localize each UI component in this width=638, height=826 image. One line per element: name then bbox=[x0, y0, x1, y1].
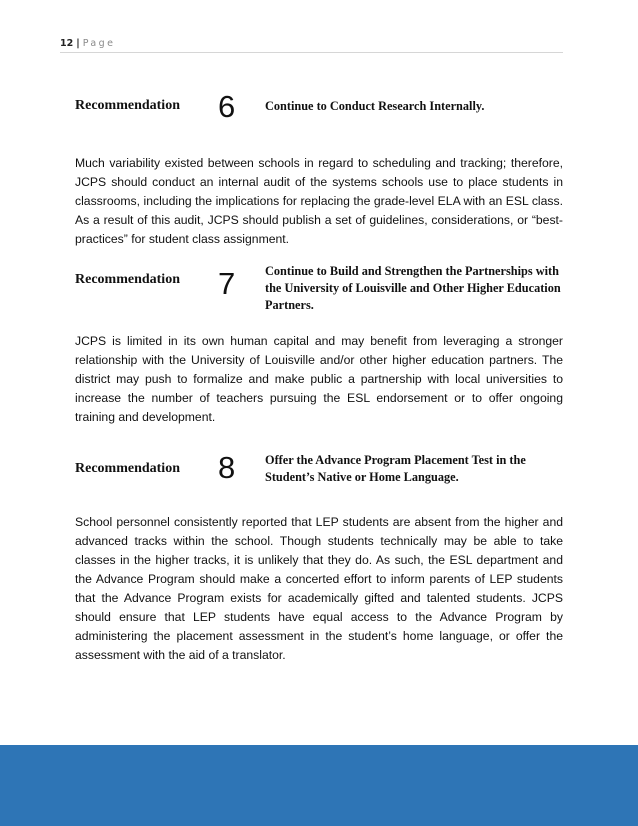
recommendation-label: Recommendation bbox=[75, 272, 180, 287]
footer-bar bbox=[0, 745, 638, 826]
recommendation-body: Much variability existed between schools in regard to scheduling and tracking; therefore, JCPS should conduct an internal audit of the systems schools use to place students in classrooms, including the implications for replacing the grade-level ELA with an ESL class. As a result of this audit, JCPS should publish a set of guidelines, considerations, or “best-practices” for student class assignment. bbox=[75, 156, 563, 246]
recommendation-title: Offer the Advance Program Placement Test in the Student’s Native or Home Language. bbox=[265, 453, 526, 484]
recommendation-title: Continue to Conduct Research Internally. bbox=[265, 99, 485, 113]
recommendation-number: 8 bbox=[218, 450, 236, 485]
page-header bbox=[60, 38, 563, 53]
page-number: 12 bbox=[60, 38, 74, 49]
recommendation-label: Recommendation bbox=[75, 98, 180, 113]
recommendation-body: School personnel consistently reported that LEP students are absent from the higher and advanced tracks within the school. Though students technically may be able to take classes in the higher tracks, it is unlikely that they do. As such, the ESL department and the Advance Program should make a concerted effort to inform parents of LEP students that the Advance Program exists for academically gifted and talented students. JCPS should ensure that LEP students have equal access to the Advance Program by administering the placement assessment in the student’s home language, or offer the assessment with the aid of a translator. bbox=[75, 515, 563, 662]
recommendation-label: Recommendation bbox=[75, 461, 180, 476]
recommendation-number: 7 bbox=[218, 266, 236, 301]
recommendation-number: 6 bbox=[218, 89, 236, 124]
page-separator: | bbox=[76, 38, 80, 49]
page-word: Page bbox=[82, 38, 116, 49]
recommendation-body: JCPS is limited in its own human capital and may benefit from leveraging a stronger relationship with the University of Louisville and/or other higher education partners. The district may push to formalize and make public a partnership with local universities to increase the number of teachers pursuing the ESL endorsement or to offer ongoing training and development. bbox=[75, 334, 563, 424]
recommendation-title: Continue to Build and Strengthen the Partnerships with the University of Louisville and Other Higher Education Partners. bbox=[265, 264, 561, 312]
